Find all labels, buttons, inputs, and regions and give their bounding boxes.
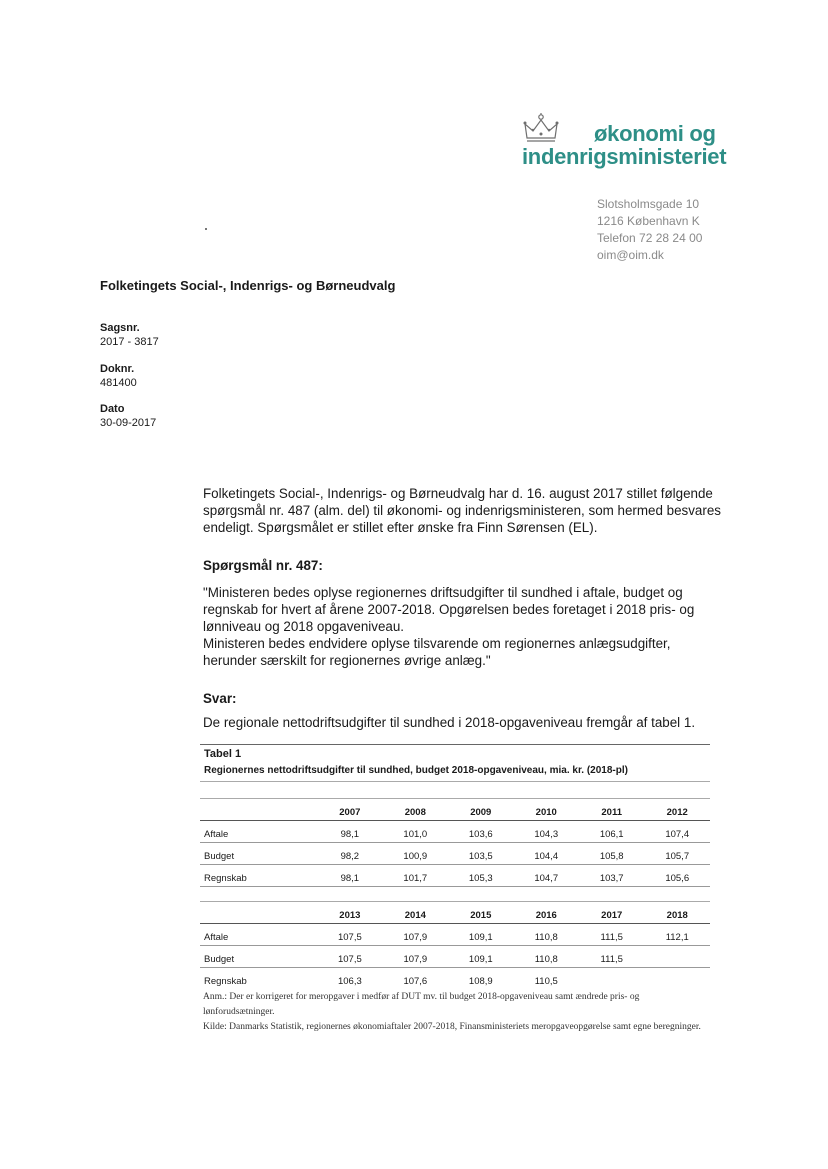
year-header: 2011: [579, 799, 644, 821]
year-header: 2007: [317, 799, 382, 821]
table-cell: 101,0: [383, 821, 448, 843]
year-header: 2016: [514, 902, 579, 924]
address-phone: Telefon 72 28 24 00: [597, 231, 703, 245]
row-label: Regnskab: [200, 865, 317, 887]
row-label: Aftale: [200, 821, 317, 843]
table-notes: [203, 990, 703, 1035]
table-row: [200, 843, 710, 865]
table-cell: [644, 968, 710, 990]
table-cell: 111,5: [579, 946, 644, 968]
note-kilde: Kilde: Danmarks Statistik, regionernes økonomiaftaler 2007-2018, Finansministeriets meropgaveopgørelse samt egne beregninger.: [203, 1022, 701, 1032]
table-cell: 104,3: [514, 821, 579, 843]
meta-doknr: [100, 362, 137, 390]
table-header-row: [200, 799, 710, 821]
intro-paragraph: [203, 485, 723, 536]
table-cell: 112,1: [644, 924, 710, 946]
table-cell: 106,1: [579, 821, 644, 843]
table-cell: 105,6: [644, 865, 710, 887]
intro-text: Folketingets Social-, Indenrigs- og Børneudvalg har d. 16. august 2017 stillet følgende spørgsmål nr. 487 (alm. del) til økonomi- og indenrigsministeren, som hermed besvares endeligt. Spørgsmålet er stillet efter ønske fra Finn Sørensen (EL).: [203, 486, 721, 535]
table-cell: 104,7: [514, 865, 579, 887]
year-header: 2015: [448, 902, 513, 924]
table-row: [200, 865, 710, 887]
table-row: [200, 968, 710, 990]
table-row: [200, 946, 710, 968]
table-cell: 105,3: [448, 865, 513, 887]
year-header: 2012: [644, 799, 710, 821]
doknr-value: 481400: [100, 377, 137, 389]
table-cell: 109,1: [448, 946, 513, 968]
table-header-row: [200, 902, 710, 924]
question-heading: Spørgsmål nr. 487:: [203, 558, 323, 573]
row-label: Aftale: [200, 924, 317, 946]
table-cell: 110,8: [514, 924, 579, 946]
sagsnr-label: Sagsnr.: [100, 322, 140, 334]
table-row: [200, 924, 710, 946]
table-cell: 104,4: [514, 843, 579, 865]
note-anm: Anm.: Der er korrigeret for meropgaver i medfør af DUT mv. til budget 2018-opgaveniveau samt ændrede pris- og lønforudsætninger.: [203, 992, 640, 1017]
table-top-rule: [200, 744, 710, 745]
row-label: Regnskab: [204, 976, 247, 987]
address-city: 1216 København K: [597, 214, 700, 228]
logo-text-line1: økonomi og: [594, 121, 716, 146]
question-text-2: Ministeren bedes endvidere oplyse tilsvarende om regionernes anlægsudgifter, herunder særskilt for regionernes øvrige anlæg.": [203, 636, 671, 668]
answer-text: De regionale nettodriftsudgifter til sundhed i 2018-opgaveniveau fremgår af tabel 1.: [203, 715, 696, 730]
address-street: Slotsholmsgade 10: [597, 197, 700, 211]
dato-label: Dato: [100, 403, 125, 415]
recipient: Folketingets Social-, Indenrigs- og Børneudvalg: [100, 278, 396, 293]
doknr-label: Doknr.: [100, 363, 135, 375]
year-header: 2009: [448, 799, 513, 821]
table-row: [200, 821, 710, 843]
table-block-2: [200, 902, 710, 989]
table-cell: 105,7: [644, 843, 710, 865]
answer-heading: Svar:: [203, 691, 237, 706]
data-table-1: [200, 744, 710, 989]
year-header: 2008: [383, 799, 448, 821]
scan-speck: [205, 228, 207, 230]
meta-dato: [100, 402, 156, 430]
question-text-1: "Ministeren bedes oplyse regionernes driftsudgifter til sundhed i aftale, budget og regnskab for hvert af årene 2007-2018. Opgørelsen bedes foretaget i 2018 pris- og lønniveau og 2018 opgaveniveau.: [203, 585, 695, 634]
table-cell: 98,2: [317, 843, 382, 865]
table-cell: 105,8: [579, 843, 644, 865]
year-header: 2010: [514, 799, 579, 821]
dato-value: 30-09-2017: [100, 417, 157, 429]
table-cell: 107,5: [317, 924, 382, 946]
table-cell: 101,7: [383, 865, 448, 887]
row-label: Budget: [200, 946, 317, 968]
year-header: 2017: [579, 902, 644, 924]
table-cell: 103,5: [448, 843, 513, 865]
table-cell: 106,3: [337, 976, 362, 987]
table-cell: [644, 946, 710, 968]
table-cell: 109,1: [448, 924, 513, 946]
table-cell: 98,1: [317, 865, 382, 887]
ministry-logo: [522, 112, 727, 172]
table-cell: [579, 968, 644, 990]
table-cell: 110,5: [534, 976, 558, 987]
year-header: 2014: [383, 902, 448, 924]
answer-body: [203, 714, 723, 731]
table-label: Tabel 1: [204, 748, 242, 760]
header-blank: [200, 799, 317, 821]
meta-sagsnr: [100, 321, 159, 349]
logo-text-line2: indenrigsministeriet: [522, 144, 727, 169]
sagsnr-value: 2017 - 3817: [100, 336, 159, 348]
table-cell: 107,6: [403, 976, 428, 987]
table-cell: 107,5: [317, 946, 382, 968]
table-cell: 103,6: [448, 821, 513, 843]
table-cell: 108,9: [468, 976, 493, 987]
table-cell: 100,9: [383, 843, 448, 865]
table-cell: 110,8: [514, 946, 579, 968]
ministry-address: [597, 196, 702, 264]
header-blank: [200, 902, 317, 924]
year-header: 2018: [644, 902, 710, 924]
address-email: oim@oim.dk: [597, 248, 664, 262]
row-label: Budget: [200, 843, 317, 865]
table-cell: 107,9: [383, 946, 448, 968]
crown-icon: [522, 112, 560, 146]
table-caption: Regionernes nettodriftsudgifter til sundhed, budget 2018-opgaveniveau, mia. kr. (2018-pl): [204, 765, 628, 776]
table-cell: 103,7: [579, 865, 644, 887]
table-cell: 98,1: [317, 821, 382, 843]
year-header: 2013: [317, 902, 382, 924]
table-block-1: [200, 799, 710, 887]
question-body: [203, 584, 723, 669]
table-cell: 107,9: [383, 924, 448, 946]
table-cell: 107,4: [644, 821, 710, 843]
table-cell: 111,5: [579, 924, 644, 946]
